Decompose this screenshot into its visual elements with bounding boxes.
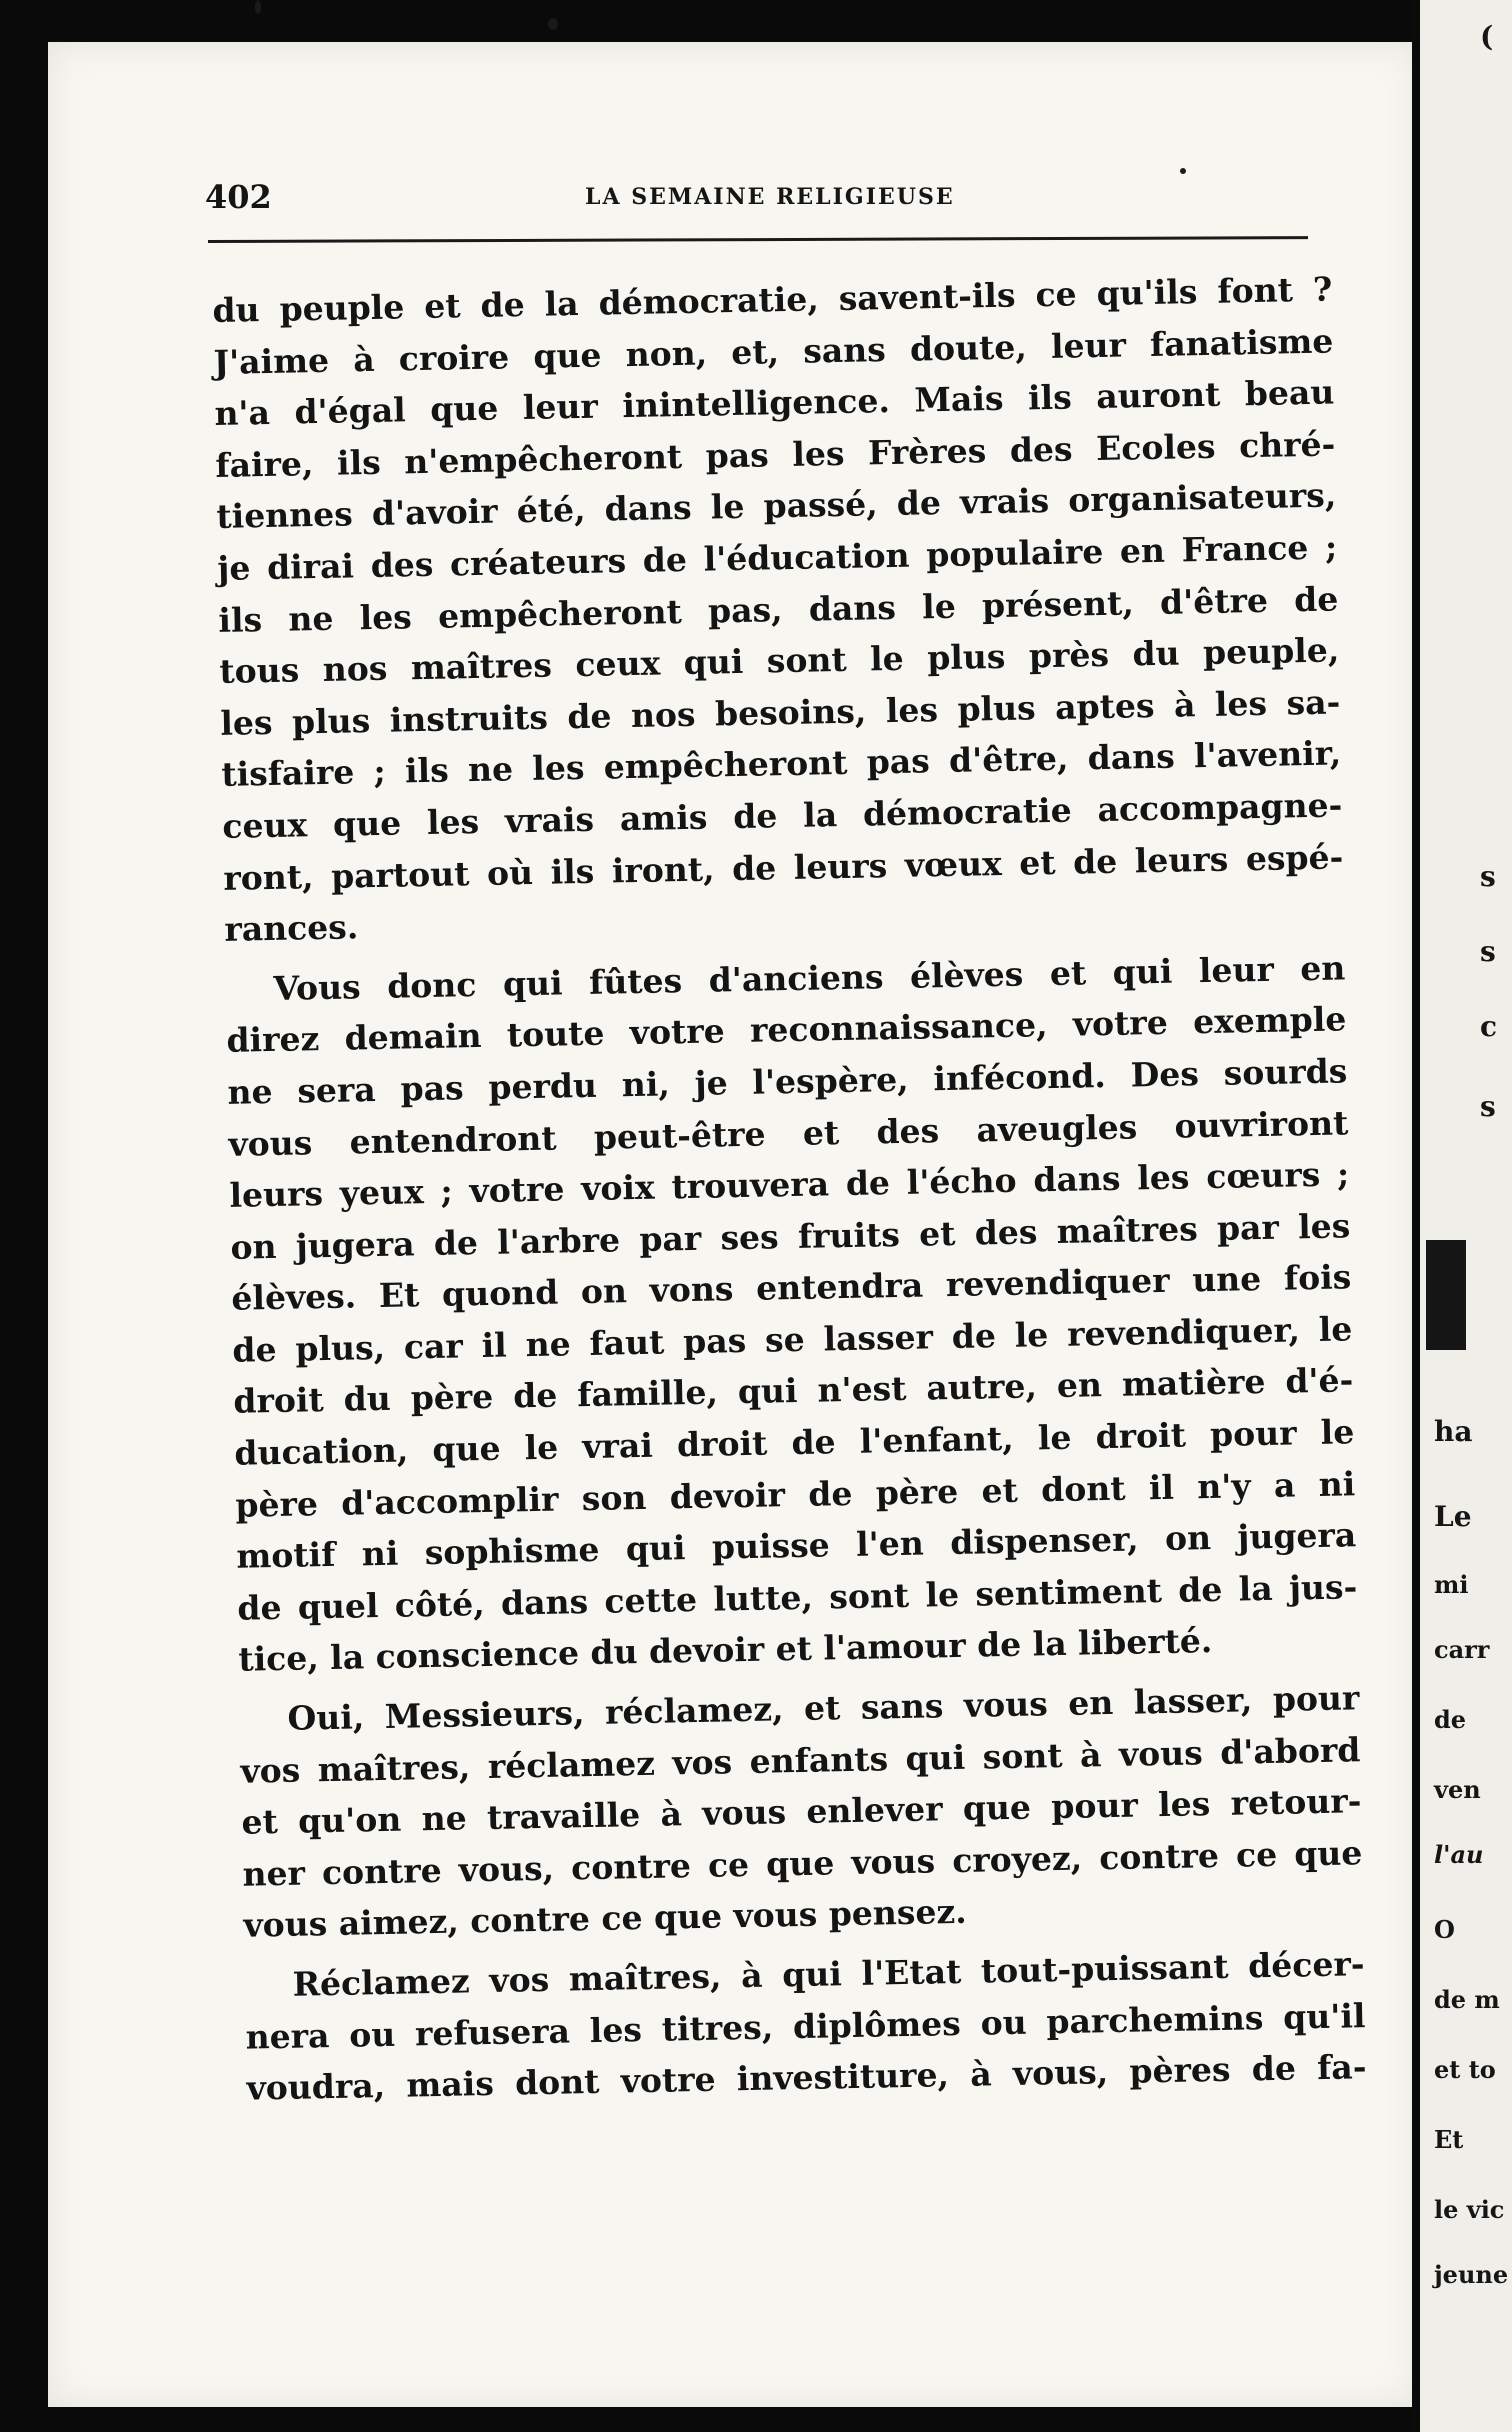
text-line: ne sera pas perdu ni, je l'espère, infécond. Des sourds (227, 1051, 1348, 1112)
text-line: motif ni sophisme qui puisse l'en dispenser, on jugera (236, 1515, 1357, 1577)
facing-page-fragment: ha (1434, 1415, 1473, 1448)
text-line: nera ou refusera les titres, diplômes ou parchemins qu'il (245, 1995, 1366, 2057)
text-line: ner contre vous, contre ce que vous croyez, contre ce que (242, 1833, 1363, 1894)
facing-page-fragment: l'au (1434, 1840, 1484, 1869)
text-line: et qu'on ne travaille à vous enlever que pour les retour- (241, 1781, 1362, 1842)
text-line: on jugera de l'arbre par ses fruits et des maîtres par les (230, 1206, 1351, 1267)
facing-page-dark-block (1426, 1240, 1466, 1350)
text-line: tisfaire ; ils ne les empêcheront pas d'être, dans l'avenir, (221, 733, 1342, 795)
facing-page-fragment: le vic (1434, 2195, 1505, 2224)
facing-page-fragment: et to (1434, 2055, 1496, 2084)
facing-page-fragment: jeune (1434, 2260, 1509, 2289)
text-line: tice, la conscience du devoir et l'amour de la liberté. (238, 1621, 1213, 1680)
scan-speck (548, 18, 558, 30)
text-line: voudra, mais dont votre investiture, à vous, pères de fa- (246, 2047, 1367, 2108)
facing-page-fragment: de (1434, 1705, 1467, 1734)
text-line: ducation, que le vrai droit de l'enfant, le droit pour le (234, 1412, 1355, 1473)
facing-page-fragment: Le (1434, 1500, 1472, 1533)
facing-page-fragment: s (1480, 935, 1496, 968)
body-text (212, 263, 1367, 2114)
text-line: de quel côté, dans cette lutte, sont le sentiment de la jus- (237, 1567, 1358, 1628)
text-line: les plus instruits de nos besoins, les plus aptes à les sa- (220, 682, 1341, 743)
facing-page-fragment: mi (1434, 1570, 1469, 1599)
text-line: vos maîtres, réclamez vos enfants qui sont à vous d'abord (240, 1729, 1361, 1791)
running-title: LA SEMAINE RELIGIEUSE (585, 184, 955, 210)
text-line: J'aime à croire que non, et, sans doute, leur fanatisme (213, 321, 1334, 382)
text-line: rances. (224, 907, 359, 950)
facing-page-fragment: carr (1434, 1635, 1490, 1664)
text-line: droit du père de famille, qui n'est autre, en matière d'é- (233, 1360, 1354, 1422)
facing-page-fragment: ( (1480, 20, 1494, 53)
text-line: Vous donc qui fûtes d'anciens élèves et qui leur en (273, 948, 1346, 1008)
scan-speck (1180, 168, 1186, 174)
facing-page-fragment: de m (1434, 1985, 1500, 2014)
text-line: ront, partout où ils iront, de leurs vœux et de leurs espé- (223, 836, 1344, 898)
facing-page-fragment: s (1480, 1090, 1496, 1123)
text-line: vous entendront peut-être et des aveugles ouvriront (228, 1102, 1349, 1164)
text-line: ceux que les vrais amis de la démocratie accompagne- (222, 785, 1343, 846)
page-number: 402 (205, 178, 272, 216)
facing-page-edge (1420, 0, 1512, 2432)
text-line: père d'accomplir son devoir de père et dont il n'y a ni (235, 1463, 1356, 1525)
page-header (205, 178, 1325, 228)
text-line: tous nos maîtres ceux qui sont le plus près du peuple, (219, 630, 1340, 692)
facing-page-fragment: O (1434, 1915, 1455, 1944)
scan-speck (255, 0, 261, 14)
text-line: tiennes d'avoir été, dans le passé, de vrais organisateurs, (216, 475, 1337, 537)
facing-page-fragment: ven (1434, 1775, 1481, 1804)
text-line: ils ne les empêcheront pas, dans le présent, d'être de (218, 579, 1339, 640)
text-line: n'a d'égal que leur inintelligence. Mais ils auront beau (214, 372, 1335, 434)
text-line: direz demain toute votre reconnaissance, votre exemple (226, 999, 1347, 1061)
text-line: élèves. Et quond on vons entendra revendiquer une fois (231, 1257, 1352, 1319)
text-line: Oui, Messieurs, réclamez, et sans vous en lasser, pour (287, 1678, 1360, 1738)
facing-page-fragment: c (1480, 1010, 1498, 1043)
text-line: je dirai des créateurs de l'éducation populaire en France ; (217, 527, 1338, 588)
text-line: Réclamez vos maîtres, à qui l'Etat tout-puissant décer- (292, 1944, 1365, 2004)
text-line: vous aimez, contre ce que vous pensez. (243, 1892, 967, 1946)
text-line: leurs yeux ; votre voix trouvera de l'écho dans les cœurs ; (229, 1154, 1350, 1215)
facing-page-fragment: s (1480, 860, 1496, 893)
text-line: de plus, car il ne faut pas se lasser de le revendiquer, le (232, 1309, 1353, 1370)
text-line: faire, ils n'empêcheront pas les Frères des Ecoles chré- (215, 424, 1336, 485)
text-line: du peuple et de la démocratie, savent-ils ce qu'ils font ? (212, 269, 1333, 330)
facing-page-fragment: Et (1434, 2125, 1464, 2154)
